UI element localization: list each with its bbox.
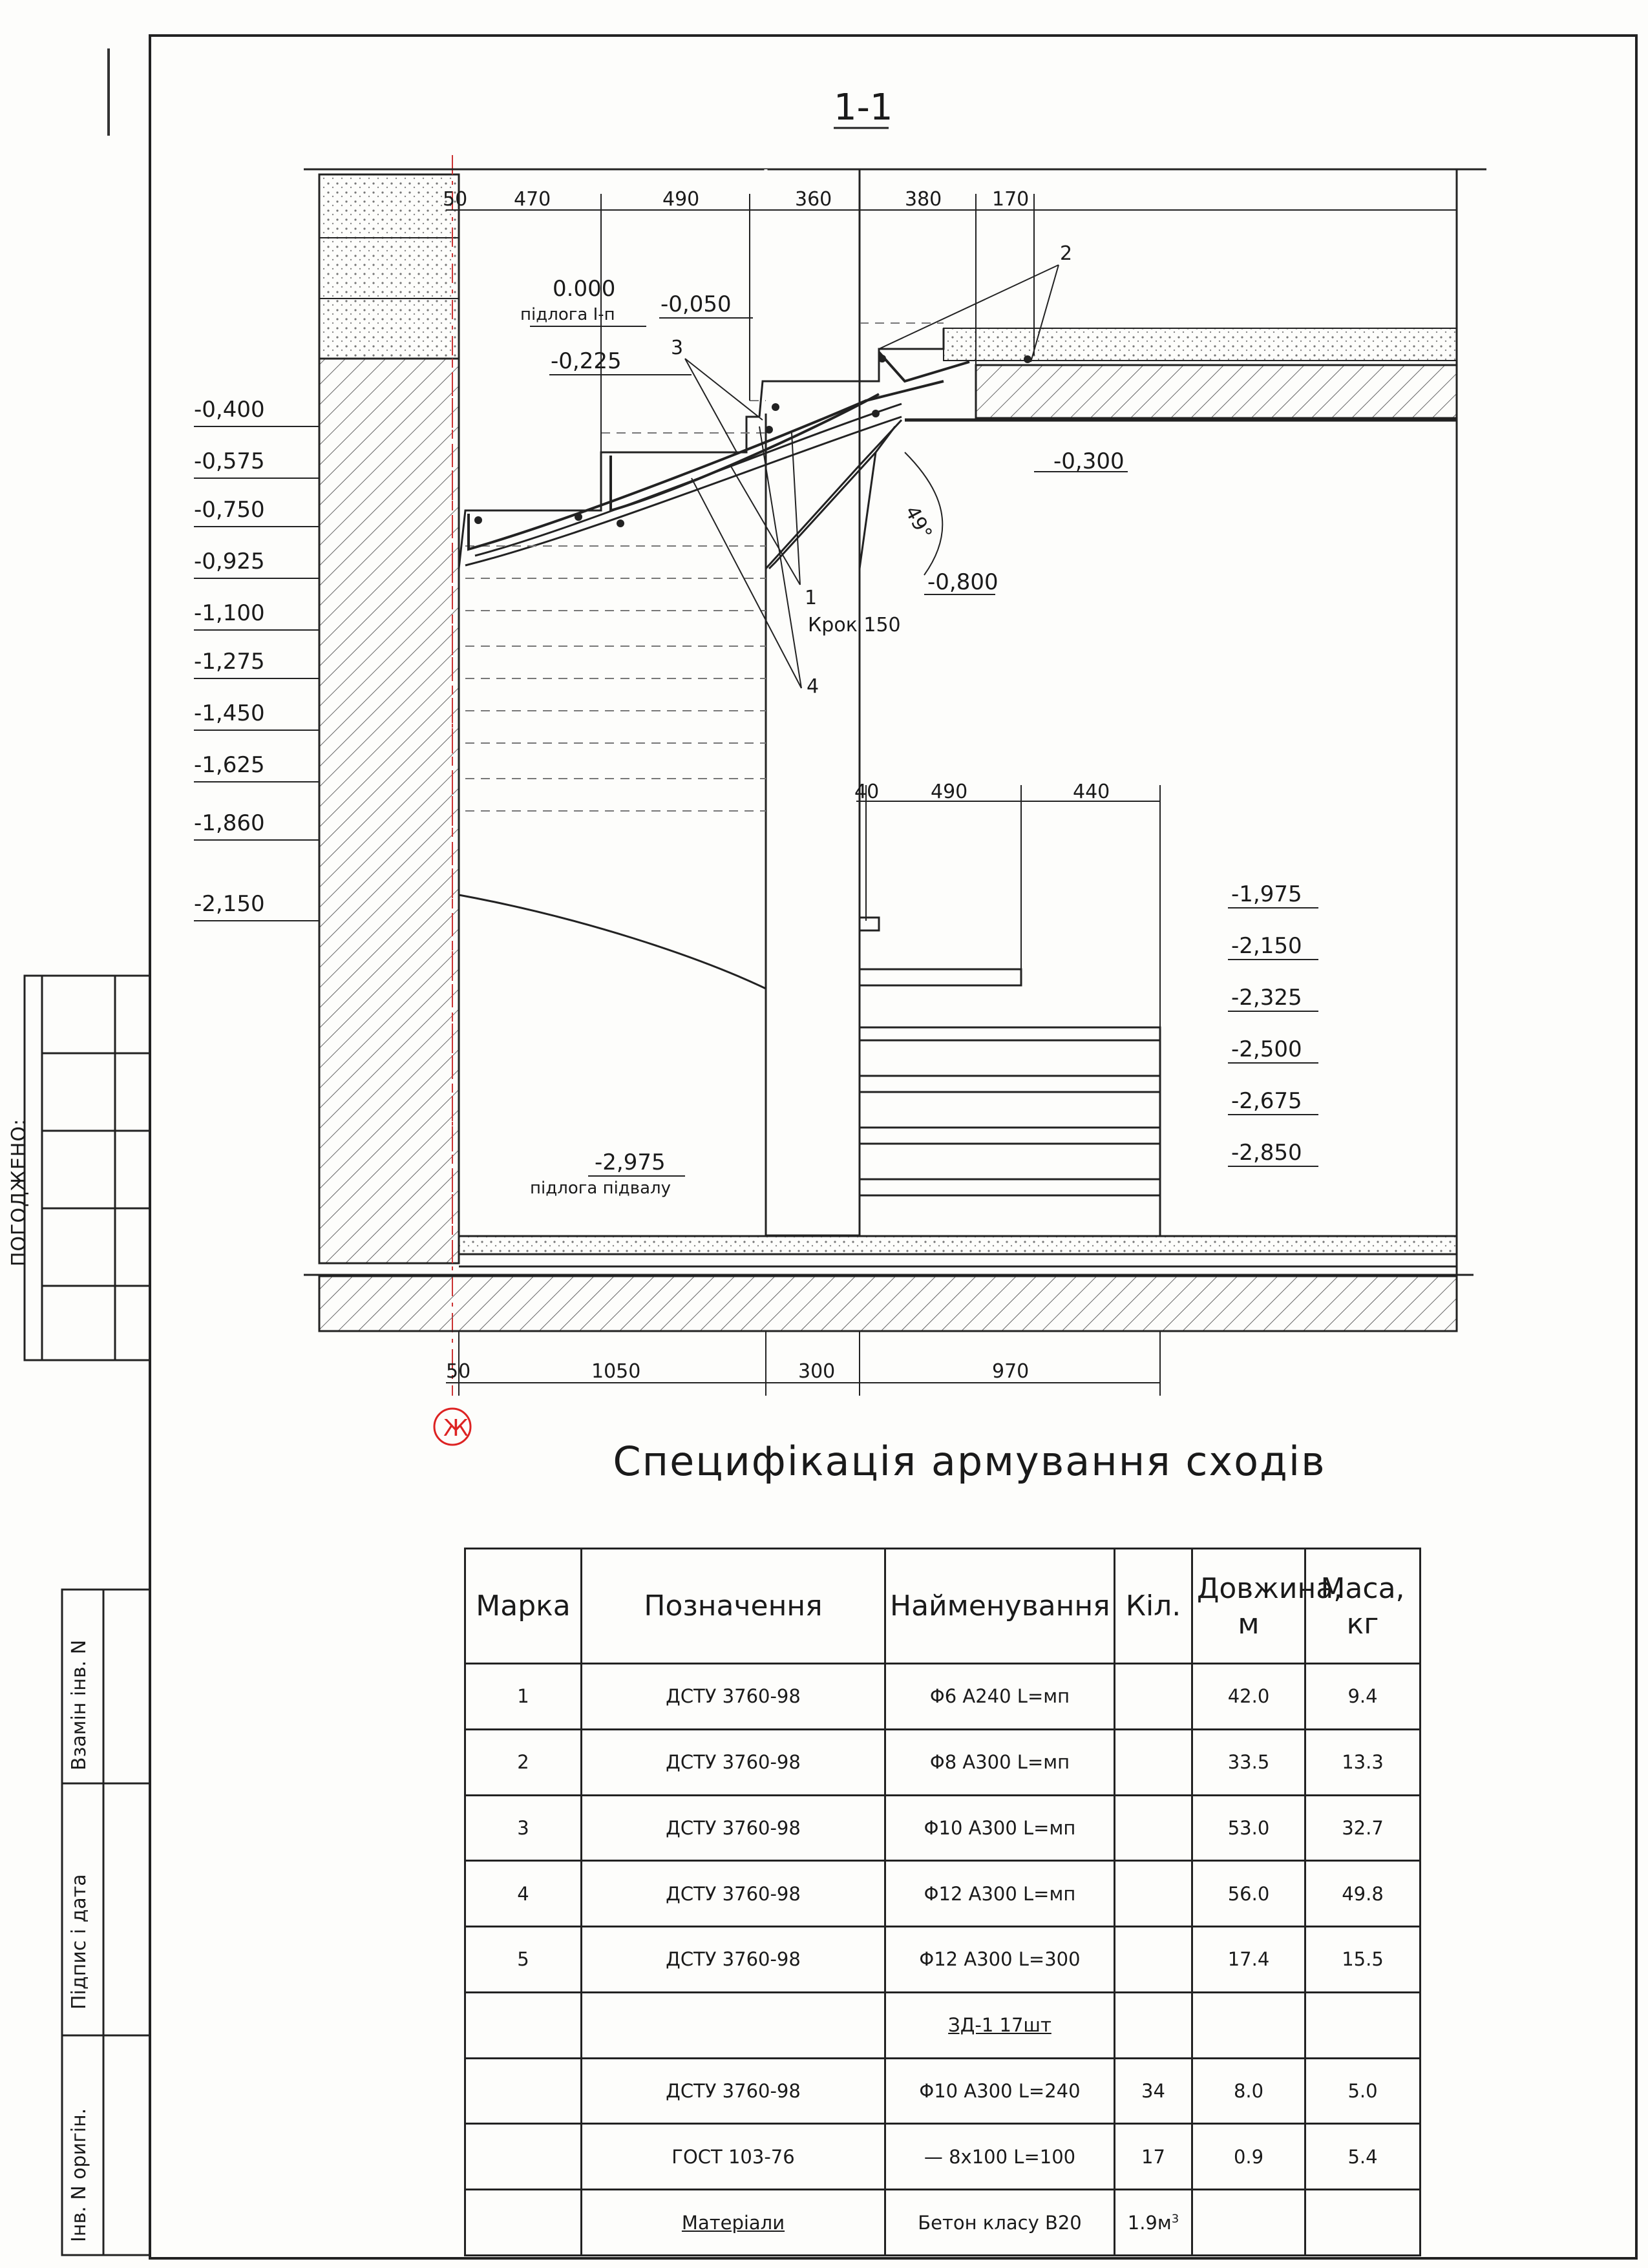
brick-wall (319, 174, 459, 359)
cell-mass: 15.5 (1305, 1927, 1421, 1993)
dim-bottom-3: 300 (798, 1360, 836, 1383)
level-left-1: -0,400 (194, 397, 265, 423)
cell-name: Φ12 А300 L=300 (885, 1927, 1115, 1993)
table-row (465, 1992, 1421, 2058)
stamp-signature-date: Підпис і дата (68, 1874, 90, 2010)
cell-mass: 5.0 (1305, 2058, 1421, 2124)
spec-title: Специфікація армування сходів (613, 1438, 1326, 1485)
cell-doc: ДСТУ 3760-98 (582, 1861, 885, 1927)
table-row (465, 1664, 1421, 1730)
level-right-4: -2,500 (1231, 1036, 1302, 1062)
level-left-3: -0,750 (194, 497, 265, 523)
cell-doc: ДСТУ 3760-98 (582, 1795, 885, 1861)
cell-name: — 8x100 L=100 (885, 2124, 1115, 2190)
angle-label: 49° (900, 502, 936, 543)
cell-mark: 2 (465, 1729, 582, 1795)
header-mark: Марка (465, 1549, 582, 1664)
cell-qty (1115, 1927, 1192, 1993)
header-name: Найменування (885, 1549, 1115, 1664)
level-right-6: -2,850 (1231, 1140, 1302, 1166)
cell-doc: ДСТУ 3760-98 (582, 1664, 885, 1730)
header-doc: Позначення (582, 1549, 885, 1664)
stamp-original-inv: Інв. N оригін. (68, 2108, 90, 2242)
cell-mass: 49.8 (1305, 1861, 1421, 1927)
cell-length (1192, 1992, 1305, 2058)
cell-mass (1305, 2190, 1421, 2256)
cell-name: ЗД-1 17шт (885, 1992, 1115, 2058)
cell-doc: ГОСТ 103-76 (582, 2124, 885, 2190)
dim-top-3: 490 (662, 188, 700, 211)
cell-qty (1115, 1861, 1192, 1927)
landing-slab (976, 365, 1457, 418)
level-zero-note: підлога I-п (520, 305, 615, 324)
header-qty: Кіл. (1115, 1549, 1192, 1664)
cell-length: 42.0 (1192, 1664, 1305, 1730)
cell-name: Φ10 А300 L=240 (885, 2058, 1115, 2124)
table-row (465, 1927, 1421, 1993)
level-left-4: -0,925 (194, 549, 265, 574)
cell-mass: 5.4 (1305, 2124, 1421, 2190)
level-left-8: -1,625 (194, 752, 265, 778)
dim-bottom-4: 970 (992, 1360, 1030, 1383)
cell-length: 53.0 (1192, 1795, 1305, 1861)
cell-doc: Матеріали (582, 2190, 885, 2256)
foundation-slab (319, 1276, 1457, 1331)
cell-qty (1115, 1664, 1192, 1730)
dim-mid-3: 440 (1073, 781, 1110, 803)
cell-name: Φ6 А240 L=мп (885, 1664, 1115, 1730)
level-b: -0,225 (551, 348, 622, 374)
levels-right (1228, 881, 1318, 1166)
level-landing: -0,300 (1053, 448, 1125, 474)
upper-flight (459, 328, 944, 569)
callout-1: 1 (805, 587, 818, 609)
qty-value: 1.9м (1127, 2211, 1172, 2234)
cell-mass (1305, 1992, 1421, 2058)
cell-doc: ДСТУ 3760-98 (582, 1927, 885, 1993)
section-title: 1-1 (834, 87, 893, 129)
stamp-replaced-inv: Взамін інв. N (68, 1639, 90, 1770)
side-stamp (25, 976, 150, 2255)
basement-wall (319, 359, 459, 1263)
spec-table (464, 1548, 1421, 2256)
levels-left (194, 397, 319, 921)
header-mass: Маса, кг (1305, 1549, 1421, 1664)
level-right-2: -2,150 (1231, 933, 1302, 959)
callout-2: 2 (1060, 242, 1073, 265)
dim-top-4: 360 (795, 188, 832, 211)
cell-mass: 32.7 (1305, 1795, 1421, 1861)
cell-qty (1115, 1729, 1192, 1795)
cell-length: 56.0 (1192, 1861, 1305, 1927)
level-left-5: -1,100 (194, 600, 265, 626)
qty-unit-power: 3 (1171, 2211, 1179, 2225)
spec-header-row (465, 1549, 1421, 1664)
header-length: Довжина, м (1192, 1549, 1305, 1664)
level-left-9: -1,860 (194, 810, 265, 836)
cell-qty (1115, 1992, 1192, 2058)
cell-length: 0.9 (1192, 2124, 1305, 2190)
dim-top-2: 470 (514, 188, 551, 211)
cell-length: 33.5 (1192, 1729, 1305, 1795)
cell-name: Φ8 А300 L=мп (885, 1729, 1115, 1795)
cell-mark (465, 2058, 582, 2124)
table-row (465, 1729, 1421, 1795)
cell-length (1192, 2190, 1305, 2256)
dim-top-1: 50 (443, 188, 468, 211)
cell-mark: 4 (465, 1861, 582, 1927)
cell-name: Φ10 А300 L=мп (885, 1795, 1115, 1861)
cell-mark: 1 (465, 1664, 582, 1730)
cell-mass: 9.4 (1305, 1664, 1421, 1730)
level-right-3: -2,325 (1231, 985, 1302, 1011)
cell-qty (1115, 2190, 1192, 2256)
level-basement: -2,975 (595, 1150, 666, 1175)
dim-mid-1: 40 (854, 781, 880, 803)
level-zero: 0.000 (553, 276, 616, 302)
level-soffit: -0,800 (927, 569, 998, 595)
cell-mark: 3 (465, 1795, 582, 1861)
table-row (465, 1861, 1421, 1927)
cell-length: 8.0 (1192, 2058, 1305, 2124)
level-a: -0,050 (660, 291, 732, 317)
cell-mark: 5 (465, 1927, 582, 1993)
level-left-6: -1,275 (194, 649, 265, 675)
table-row (465, 2058, 1421, 2124)
callout-3: 3 (671, 337, 684, 359)
cell-length: 17.4 (1192, 1927, 1305, 1993)
cell-mark (465, 1992, 582, 2058)
level-left-10: -2,150 (194, 891, 265, 917)
approved-label: ПОГОДЖЕНО: (8, 1118, 30, 1266)
cell-mark (465, 2124, 582, 2190)
callout-4: 4 (807, 675, 819, 698)
central-wall (766, 169, 860, 1235)
axis-mark: Ж (443, 1415, 469, 1442)
dim-top-6: 170 (992, 188, 1030, 211)
cell-name: Бетон класу В20 (885, 2190, 1115, 2256)
level-left-2: -0,575 (194, 448, 265, 474)
dim-top-5: 380 (905, 188, 942, 211)
cell-qty (1115, 1795, 1192, 1861)
table-row (465, 2124, 1421, 2190)
level-right-1: -1,975 (1231, 881, 1302, 907)
level-right-5: -2,675 (1231, 1088, 1302, 1114)
table-row (465, 1795, 1421, 1861)
level-left-7: -1,450 (194, 700, 265, 726)
cell-doc (582, 1992, 885, 2058)
cell-name: Φ12 А300 L=мп (885, 1861, 1115, 1927)
step-note: Крок 150 (808, 614, 901, 636)
cell-doc: ДСТУ 3760-98 (582, 1729, 885, 1795)
cell-mass: 13.3 (1305, 1729, 1421, 1795)
table-row (465, 2190, 1421, 2256)
cell-doc: ДСТУ 3760-98 (582, 2058, 885, 2124)
level-basement-note: підлога підвалу (530, 1179, 671, 1198)
cell-qty: 17 (1115, 2124, 1192, 2190)
dim-bottom-2: 1050 (591, 1360, 641, 1383)
lower-flight (860, 918, 1160, 1235)
dim-bottom-1: 50 (446, 1360, 471, 1383)
dim-mid-2: 490 (931, 781, 968, 803)
cell-mark (465, 2190, 582, 2256)
cell-qty: 34 (1115, 2058, 1192, 2124)
